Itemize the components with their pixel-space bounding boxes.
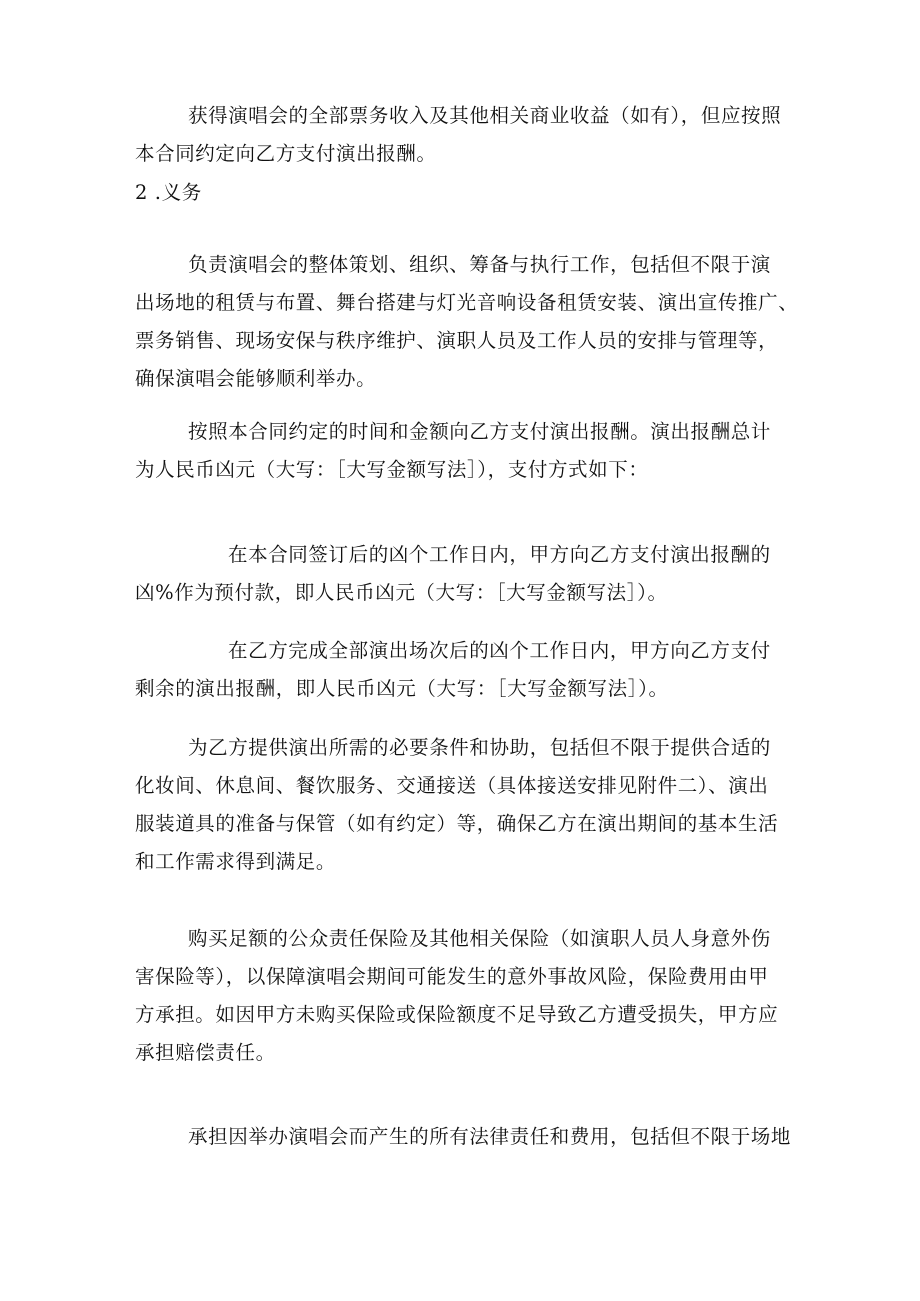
text-line: 确保演唱会能够顺利举办。 — [135, 367, 377, 390]
paragraph-insurance-duty — [135, 920, 795, 1072]
text-line: 承担因举办演唱会而产生的所有法律责任和费用，包括但不限于场地 — [188, 1125, 792, 1148]
heading-text: 2 .义务 — [135, 181, 202, 204]
paragraph-prepayment — [135, 536, 795, 612]
text-line: 票务销售、现场安保与秩序维护、演职人员及工作人员的安排与管理等， — [135, 329, 779, 352]
text-line: 本合同约定向乙方支付演出报酬。 — [135, 142, 437, 165]
text-line: 出场地的租赁与布置、舞台搭建与灯光音响设备租赁安装、演出宣传推广、 — [135, 291, 799, 314]
text-line: 在乙方完成全部演出场次后的凶个工作日内，甲方向乙方支付 — [228, 639, 771, 662]
text-line: 按照本合同约定的时间和金额向乙方支付演出报酬。演出报酬总计 — [188, 420, 771, 443]
text-line: 为乙方提供演出所需的必要条件和协助，包括但不限于提供合适的 — [188, 736, 771, 759]
text-line: 凶%作为预付款，即人民币凶元（大写：［大写金额写法］）。 — [135, 581, 668, 604]
text-line: 购买足额的公众责任保险及其他相关保险（如演职人员人身意外伤 — [188, 927, 771, 950]
paragraph-planning-duty — [135, 246, 799, 398]
text-line: 承担赔偿责任。 — [135, 1041, 276, 1064]
text-line: 化妆间、休息间、餐饮服务、交通接送（具体接送安排见附件二）、演出 — [135, 774, 769, 797]
text-line: 和工作需求得到满足。 — [135, 850, 337, 873]
paragraph-revenue-rights — [135, 97, 795, 173]
text-line: 在本合同签订后的凶个工作日内，甲方向乙方支付演出报酬的 — [228, 543, 771, 566]
text-line: 剩余的演出报酬，即人民币凶元（大写：［大写金额写法］）。 — [135, 677, 669, 700]
text-line: 服装道具的准备与保管（如有约定）等，确保乙方在演出期间的基本生活 — [135, 812, 779, 835]
paragraph-support-duty — [135, 729, 795, 881]
paragraph-legal-liability — [135, 1118, 795, 1156]
section-heading-obligations — [135, 174, 795, 212]
text-line: 害保险等），以保障演唱会期间可能发生的意外事故风险，保险费用由甲 — [135, 965, 769, 988]
paragraph-payment-duty — [135, 413, 795, 489]
paragraph-final-payment — [135, 632, 795, 708]
text-line: 方承担。如因甲方未购买保险或保险额度不足导致乙方遭受损失，甲方应 — [135, 1003, 779, 1026]
text-line: 负责演唱会的整体策划、组织、筹备与执行工作，包括但不限于演 — [188, 253, 771, 276]
text-line: 为人民币凶元（大写：［大写金额写法］），支付方式如下： — [135, 458, 649, 481]
text-line: 获得演唱会的全部票务收入及其他相关商业收益（如有），但应按照 — [188, 104, 782, 127]
